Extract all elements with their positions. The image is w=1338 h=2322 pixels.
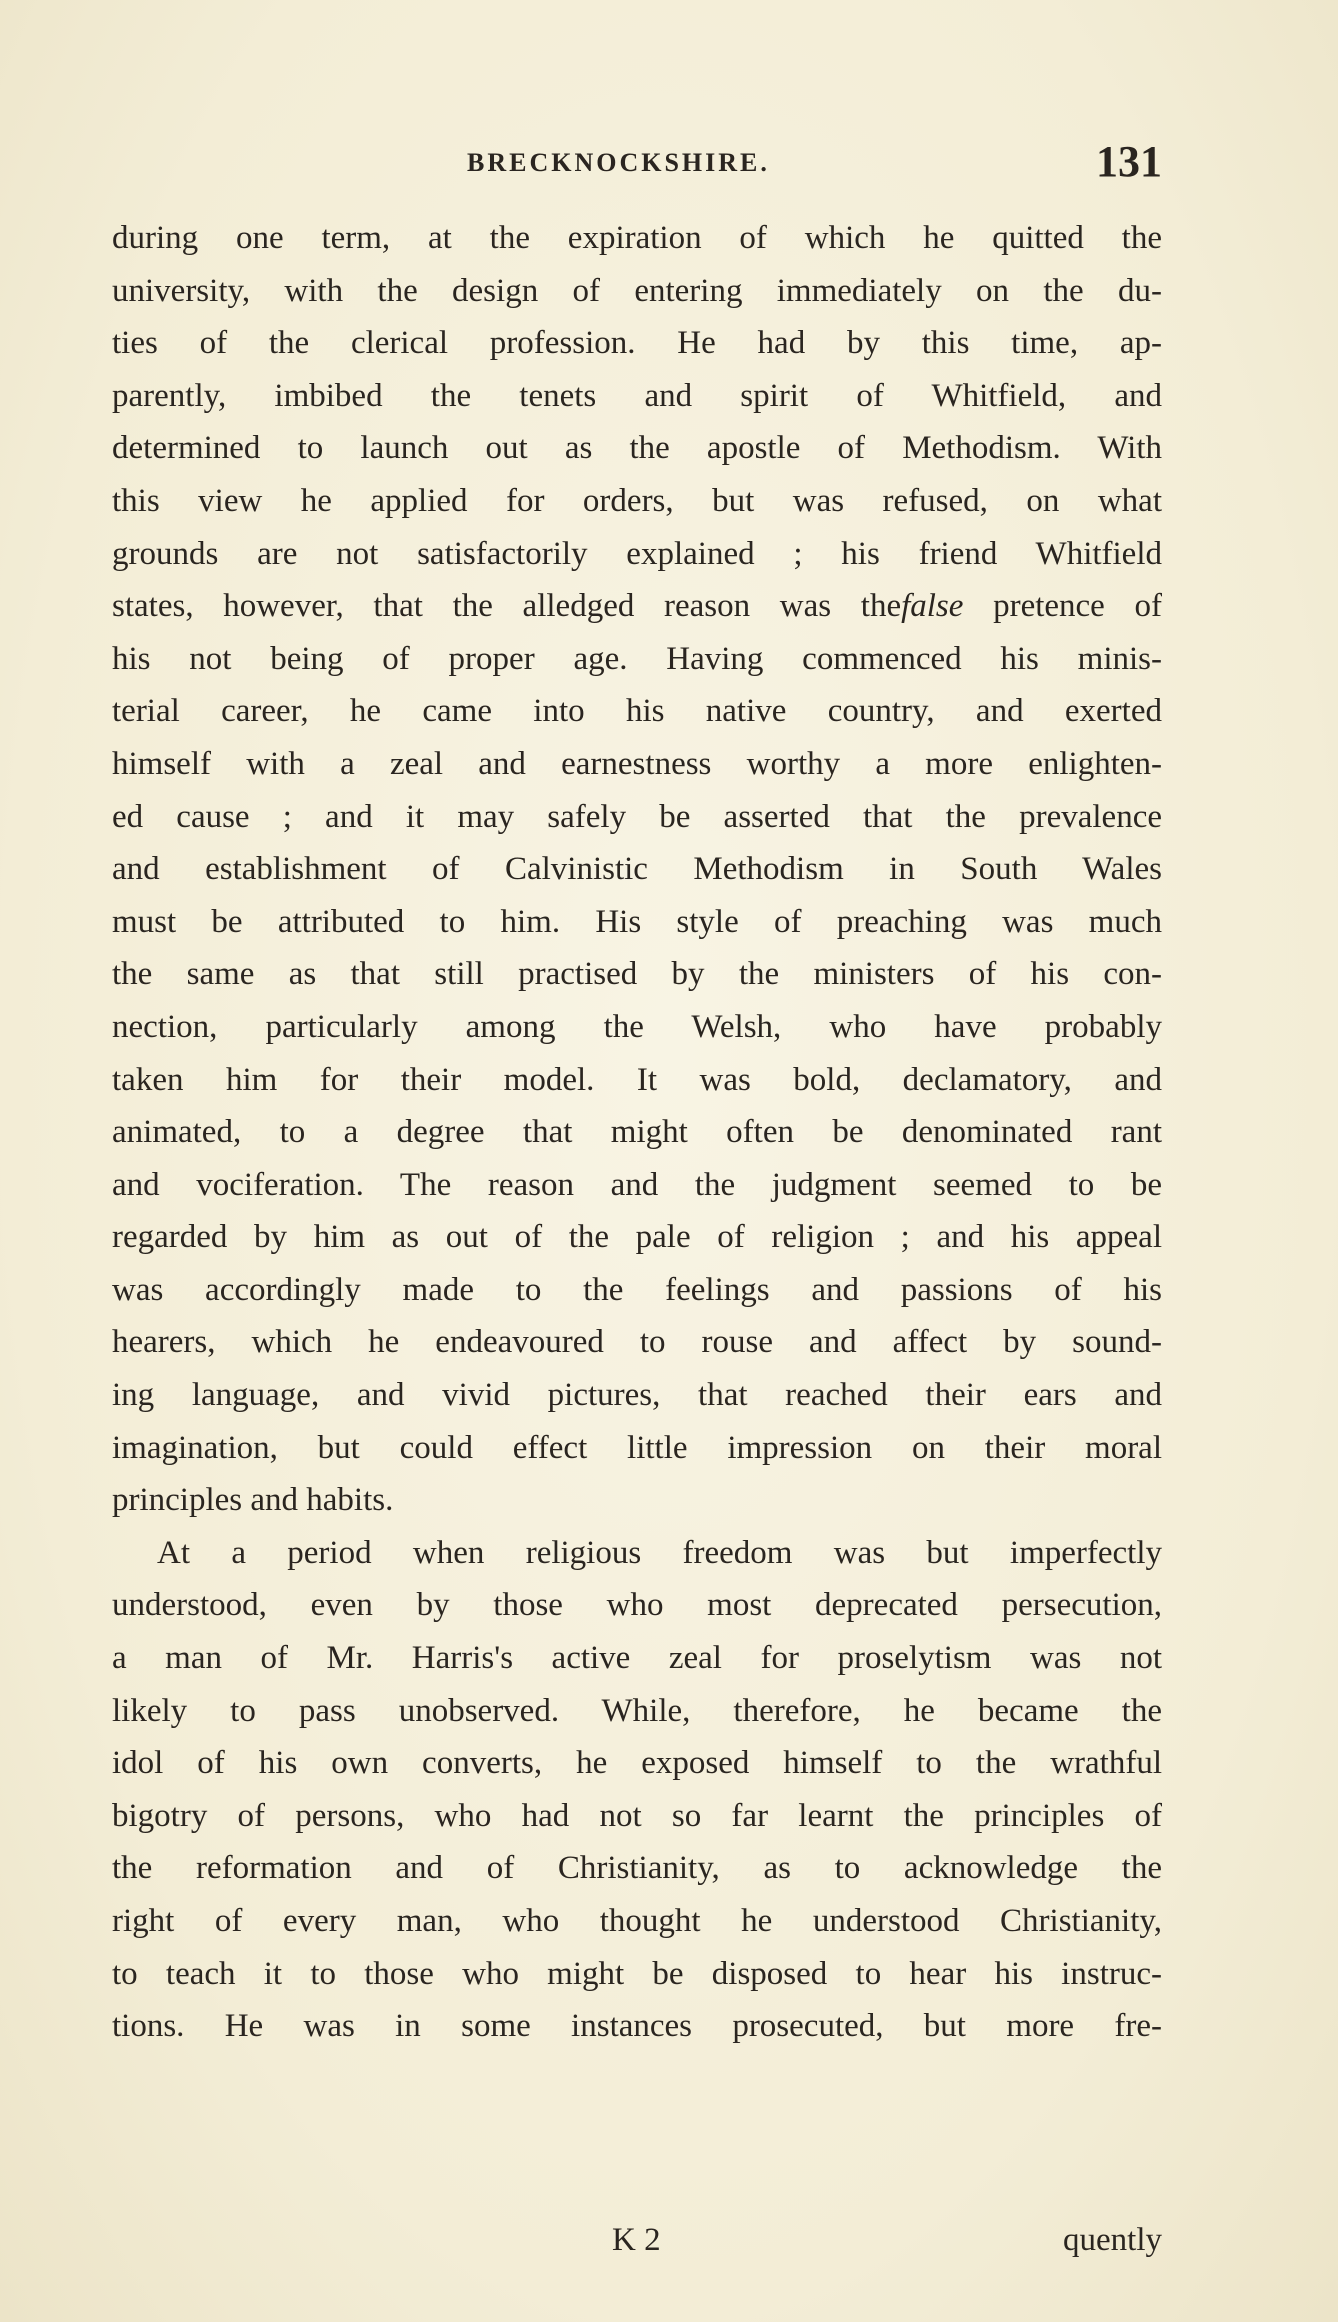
text-line-with-italic bbox=[112, 580, 1162, 633]
text-segment: states, however, that the alledged reason was the bbox=[112, 588, 902, 625]
text-line: bigotry of persons, who had not so far learnt the principles of bbox=[112, 1797, 1162, 1834]
text-line: ing language, and vivid pictures, that reached their ears and bbox=[112, 1377, 1162, 1414]
text-line: during one term, at the expiration of which he quitted the bbox=[112, 220, 1162, 256]
text-line: understood, even by those who most deprecated persecution, bbox=[112, 1587, 1162, 1624]
text-line: and vociferation. The reason and the judgment seemed to be bbox=[112, 1166, 1162, 1203]
body-text bbox=[112, 212, 1162, 2053]
text-line: ed cause ; and it may safely be asserted that the prevalence bbox=[112, 798, 1162, 835]
catchword: quently bbox=[1063, 2222, 1162, 2258]
text-line: his not being of proper age. Having commenced his minis- bbox=[112, 640, 1162, 677]
text-line: right of every man, who thought he understood Christianity, bbox=[112, 1903, 1162, 1939]
text-line: a man of Mr. Harris's active zeal for proselytism was not bbox=[112, 1640, 1162, 1677]
italic-word: false bbox=[901, 588, 964, 625]
paragraph-first-line: At a period when religious freedom was but imperfectly bbox=[157, 1534, 1162, 1571]
text-segment: pretence of bbox=[963, 588, 1162, 625]
text-line: regarded by him as out of the pale of religion ; and his appeal bbox=[112, 1219, 1162, 1256]
text-line: determined to launch out as the apostle of Methodism. With bbox=[112, 430, 1162, 467]
text-line: tions. He was in some instances prosecuted, but more fre- bbox=[112, 2008, 1162, 2045]
text-line: must be attributed to him. His style of preaching was much bbox=[112, 903, 1162, 940]
text-line: and establishment of Calvinistic Methodism in South Wales bbox=[112, 851, 1162, 888]
page-footer bbox=[112, 2222, 1162, 2278]
text-line: principles and habits. bbox=[112, 1482, 394, 1519]
text-line: animated, to a degree that might often be denominated rant bbox=[112, 1114, 1162, 1151]
text-line: nection, particularly among the Welsh, who have probably bbox=[112, 1008, 1162, 1045]
page-header bbox=[112, 136, 1162, 196]
page-number: 131 bbox=[1096, 137, 1162, 186]
text-line: was accordingly made to the feelings and passions of his bbox=[112, 1271, 1162, 1308]
text-line: to teach it to those who might be disposed to hear his instruc- bbox=[112, 1955, 1162, 1992]
running-head: BRECKNOCKSHIRE. bbox=[467, 148, 770, 177]
text-line: university, with the design of entering immediately on the du- bbox=[112, 272, 1162, 309]
text-line: himself with a zeal and earnestness worthy a more enlighten- bbox=[112, 745, 1162, 782]
text-line: taken him for their model. It was bold, declamatory, and bbox=[112, 1061, 1162, 1098]
text-line: terial career, he came into his native country, and exerted bbox=[112, 693, 1162, 730]
text-line: likely to pass unobserved. While, therefore, he became the bbox=[112, 1692, 1162, 1729]
text-line: the same as that still practised by the ministers of his con- bbox=[112, 956, 1162, 993]
text-line: grounds are not satisfactorily explained ; his friend Whitfield bbox=[112, 535, 1162, 572]
text-line: idol of his own converts, he exposed himself to the wrathful bbox=[112, 1745, 1162, 1782]
text-line: this view he applied for orders, but was refused, on what bbox=[112, 482, 1162, 519]
text-line: hearers, which he endeavoured to rouse and affect by sound- bbox=[112, 1324, 1162, 1361]
text-line: the reformation and of Christianity, as to acknowledge the bbox=[112, 1850, 1162, 1887]
text-line: parently, imbibed the tenets and spirit of Whitfield, and bbox=[112, 377, 1162, 414]
text-line: imagination, but could effect little impression on their moral bbox=[112, 1429, 1162, 1466]
text-line: ties of the clerical profession. He had by this time, ap- bbox=[112, 325, 1162, 362]
signature-mark: K 2 bbox=[612, 2222, 661, 2258]
